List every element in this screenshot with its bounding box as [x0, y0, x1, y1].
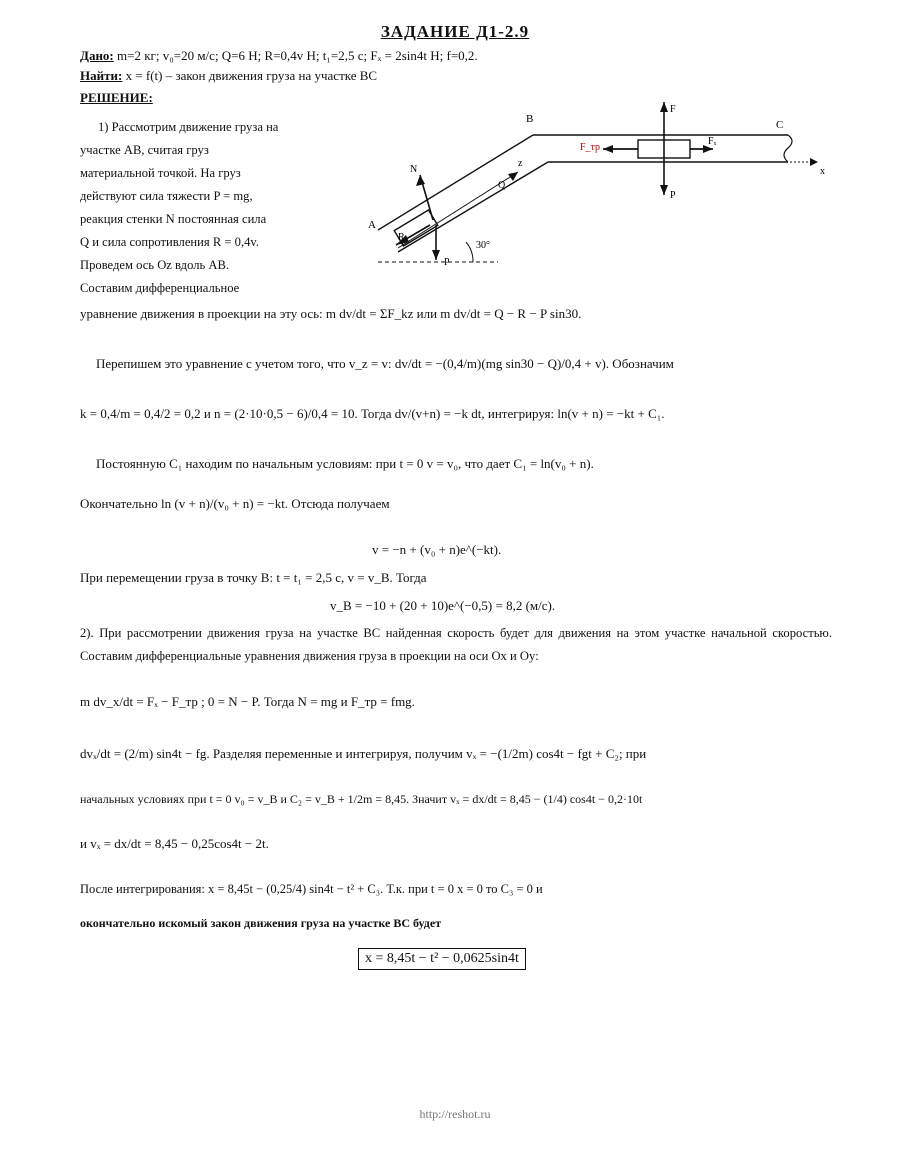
label-q: Q	[498, 180, 506, 191]
label-n-incline: N	[410, 164, 418, 175]
equation-8: v_B = −10 + (20 + 10)e^(−0,5) = 8,2 (м/с).	[330, 598, 556, 613]
label-fx: Fₓ	[708, 136, 717, 147]
label-p-incline: P	[444, 257, 450, 268]
equation-13: После интегрирования: x = 8,45t − (0,25/4) sin4t − t² + C₃. Т.к. при t = 0 x = 0 то C₃ = 0 и	[80, 882, 543, 896]
equation-5: Окончательно ln (v + n)/(v₀ + n) = −kt. Отсюда получаем	[80, 496, 390, 511]
equation-2: Перепишем это уравнение с учетом того, что v_z = v: dv/dt = −(0,4/m)(mg sin30 − Q)/0,4 + v). Обозначим	[96, 356, 674, 371]
equation-4: Постоянную C₁ находим по начальным условиям: при t = 0 v = v₀, что дает C₁ = ln(v₀ + n).	[96, 456, 594, 471]
given-label: Дано:	[80, 48, 114, 63]
given-line	[80, 48, 478, 64]
equation-14: окончательно искомый закон движения груза на участке BC будет	[80, 916, 442, 930]
part1-line: Составим дифференциальное	[80, 281, 240, 295]
answer-box: x = 8,45t − t² − 0,0625sin4t	[358, 948, 526, 970]
label-p-horizontal: P	[670, 190, 676, 201]
equation-10: dvₓ/dt = (2/m) sin4t − fg. Разделяя переменные и интегрируя, получим vₓ = −(1/2m) cos4t − fgt + C₂; при	[80, 746, 647, 761]
part1-line: Q и сила сопротивления R = 0,4v.	[80, 235, 260, 249]
label-x-axis: x	[820, 166, 825, 177]
page-title: ЗАДАНИЕ Д1-2.9	[380, 22, 530, 41]
find-text: x = f(t) – закон движения груза на участке BC	[125, 68, 378, 83]
label-c: C	[776, 119, 784, 131]
part1-line: Проведем ось Oz вдоль AB.	[80, 258, 230, 272]
equation-1: уравнение движения в проекции на эту ось: m dv/dt = ΣF_kz или m dv/dt = Q − R − P sin30.	[80, 306, 582, 321]
find-line	[80, 68, 377, 84]
given-text: m=2 кг; v₀=20 м/с; Q=6 Н; R=0,4v Н; t₁=2,5 с; Fₓ = 2sin4t Н; f=0,2.	[117, 48, 478, 63]
solution-label: РЕШЕНИЕ:	[80, 90, 153, 105]
force-diagram	[358, 100, 838, 285]
find-label: Найти:	[80, 68, 123, 83]
label-r: R	[398, 232, 405, 243]
footer-url[interactable]: http://reshot.ru	[419, 1107, 491, 1121]
part2-paragraph: 2). При рассмотрении движения груза на участке BC найденная скорость будет для движения на этом участке начальной скоростью. Составим дифференциальные уравнения движения груза в проекции на оси Ox и Oy:	[80, 626, 832, 663]
force-diagram-svg	[358, 100, 838, 285]
part1-line: реакция стенки N постоянная сила	[80, 212, 267, 226]
label-f-top: F	[670, 104, 676, 115]
equation-6: v = −n + (v₀ + n)e^(−kt).	[372, 542, 502, 557]
equation-7: При перемещении груза в точку B: t = t₁ = 2,5 с, v = v_B. Тогда	[80, 570, 427, 585]
label-ftr: F_тр	[580, 142, 601, 153]
part1-line: 1) Рассмотрим движение груза на	[98, 120, 279, 134]
part1-line: участке AB, считая груз	[80, 143, 209, 157]
part1-paragraph	[80, 116, 352, 300]
part1-line: материальной точкой. На груз	[80, 166, 241, 180]
label-a: A	[368, 219, 376, 231]
label-b: B	[526, 113, 534, 125]
equation-3: k = 0,4/m = 0,4/2 = 0,2 и n = (2·10·0,5 − 6)/0,4 = 10. Тогда dv/(v+n) = −k dt, интегрируя: ln(v + n) = −kt + C₁.	[80, 406, 665, 421]
part1-line: действуют сила тяжести P = mg,	[80, 189, 253, 203]
label-angle: 30°	[476, 240, 490, 251]
equation-12: и vₓ = dx/dt = 8,45 − 0,25cos4t − 2t.	[80, 836, 269, 851]
label-z-axis: z	[518, 158, 523, 169]
equation-11: начальных условиях при t = 0 v₀ = v_B и C₂ = v_B + 1/2m = 8,45. Значит vₓ = dx/dt = 8,45 − (1/4) cos4t − 0,2·10t	[80, 792, 643, 806]
equation-9: m dv_x/dt = Fₓ − F_тр ; 0 = N − P. Тогда N = mg и F_тр = fmg.	[80, 694, 415, 709]
